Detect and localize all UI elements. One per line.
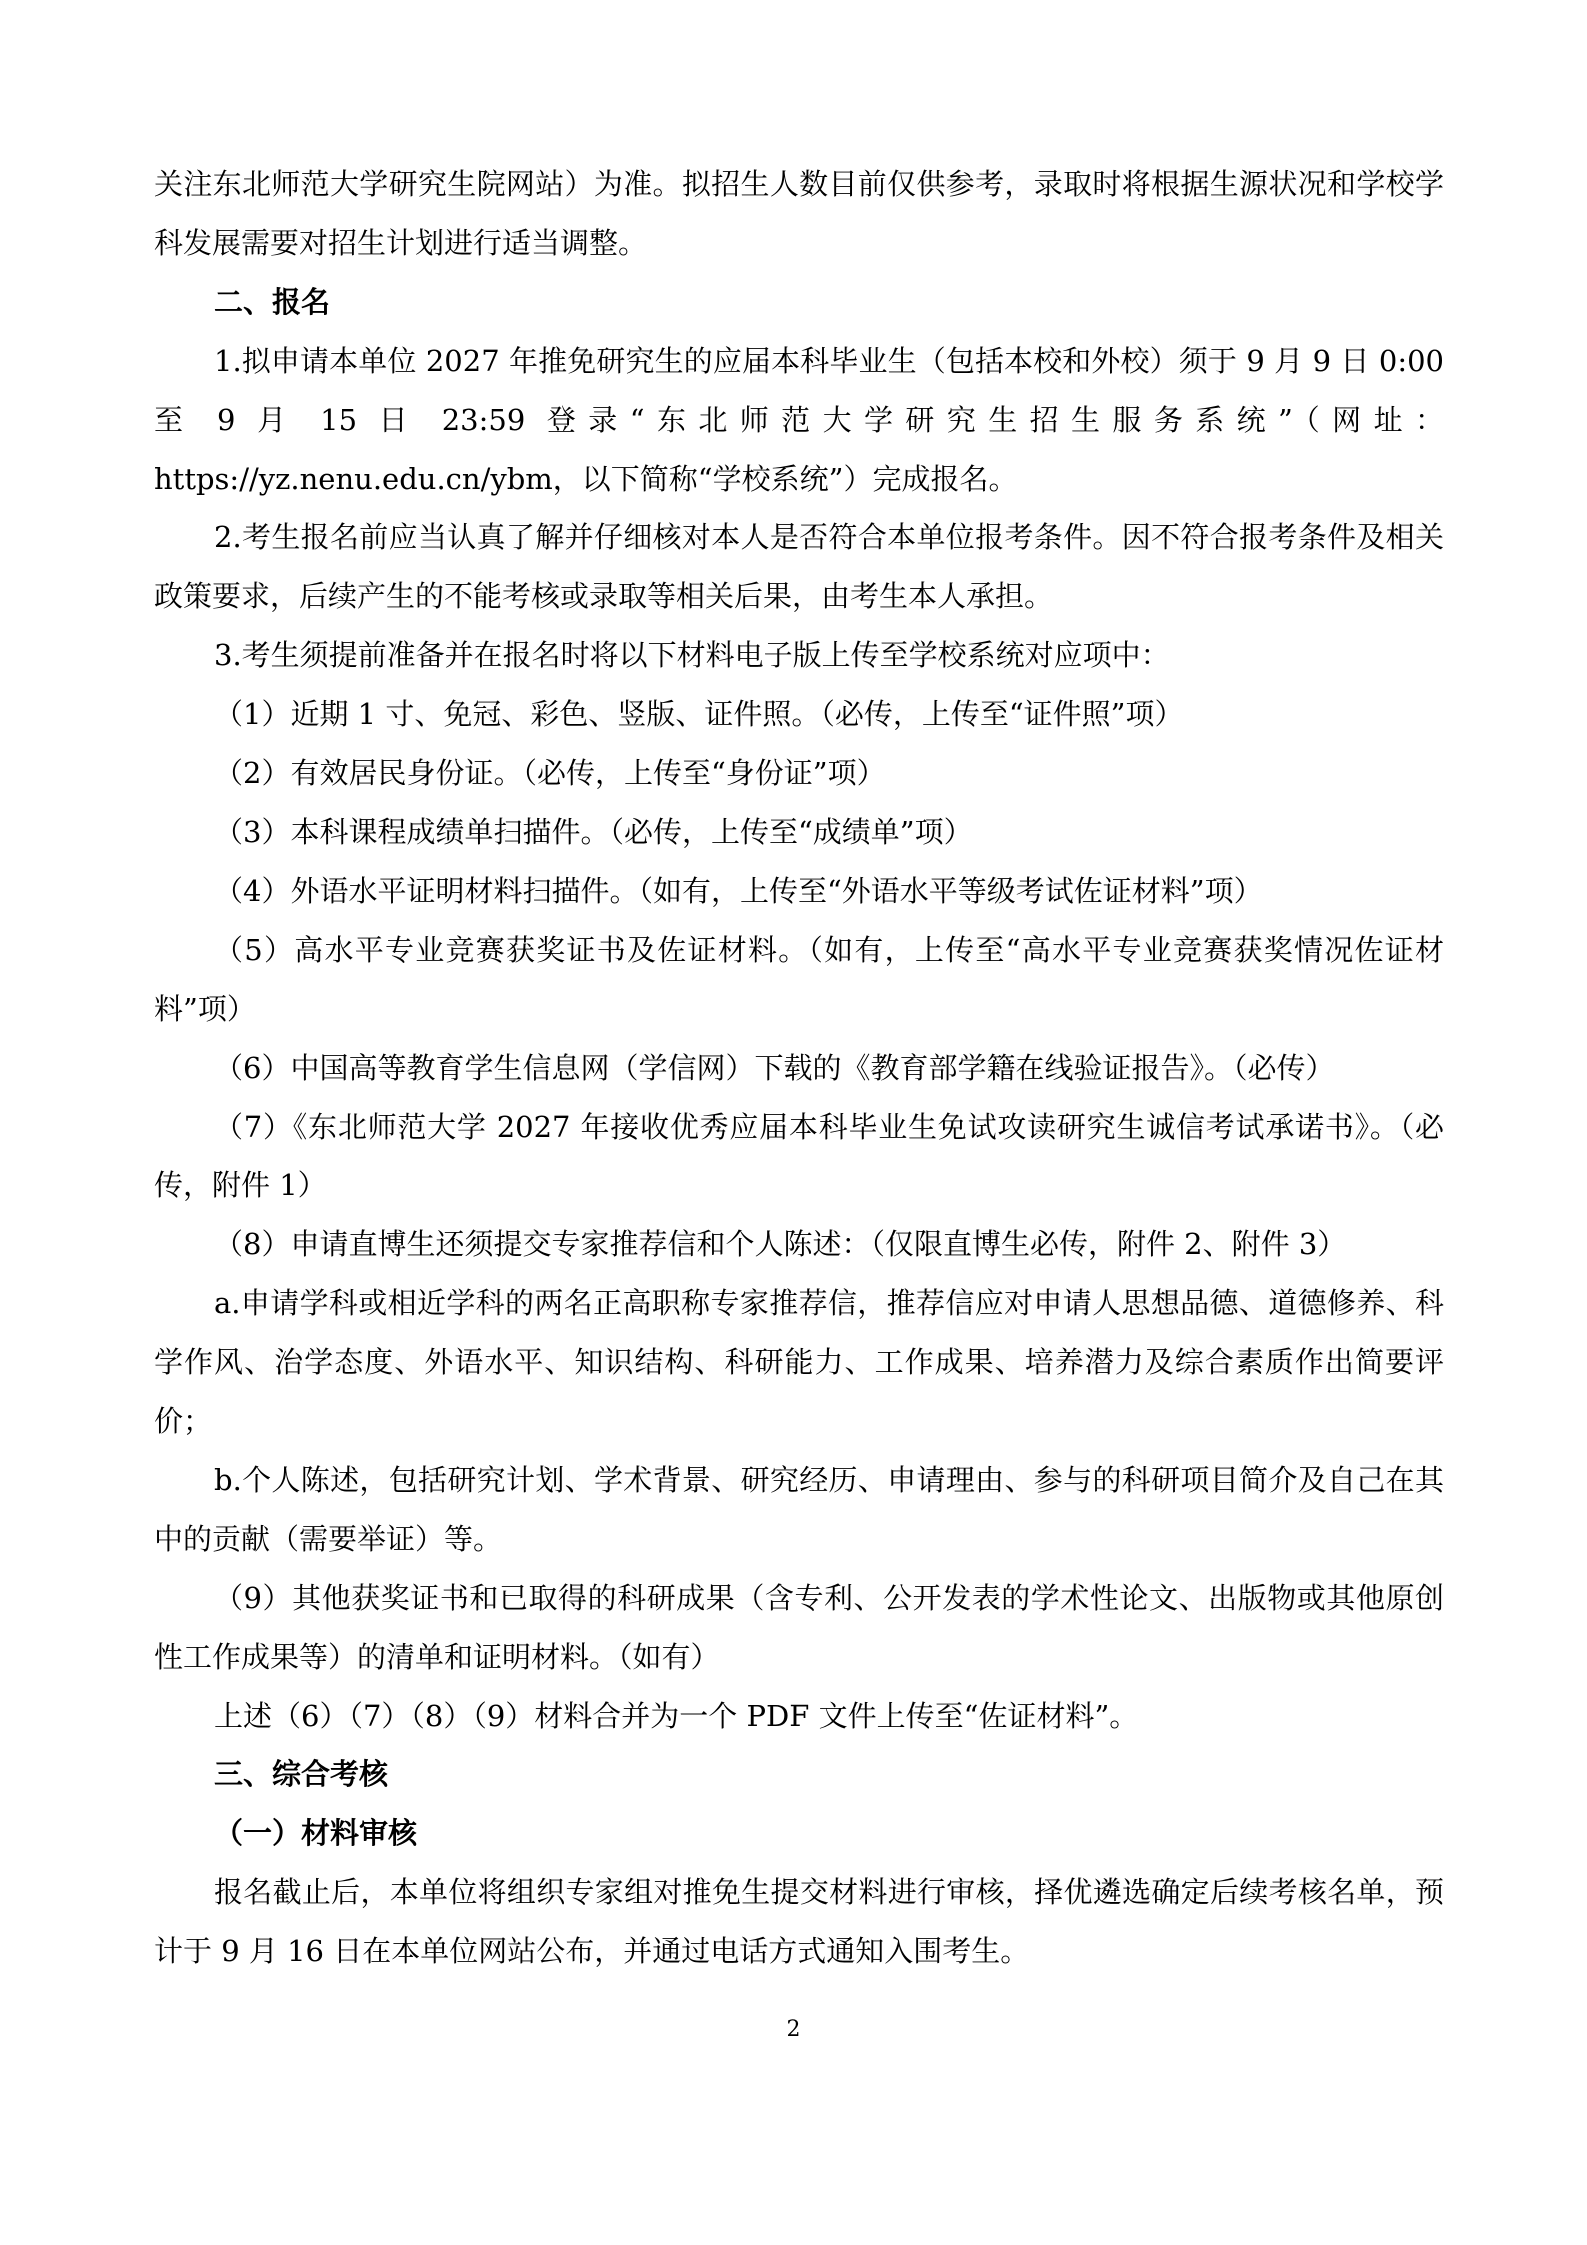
- list-subitem-personal-statement: b.个人陈述，包括研究计划、学术背景、研究经历、申请理由、参与的科研项目简介及自己在其中的贡献（需要举证）等。: [154, 1462, 1444, 1556]
- list-item-id-card: （2）有效居民身份证。（必传，上传至“身份证”项）: [214, 756, 886, 791]
- paragraph-review: 报名截止后，本单位将组织专家组对推免生提交材料进行审核，择优遴选确定后续考核名单，预计于 9 月 16 日在本单位网站公布，并通过电话方式通知入围考生。: [154, 1875, 1444, 1969]
- list-item-other-achievements: （9）其他获奖证书和已取得的科研成果（含专利、公开发表的学术性论文、出版物或其他原创性工作成果等）的清单和证明材料。（如有）: [154, 1580, 1444, 1674]
- section-heading-registration: 二、报名: [214, 284, 331, 319]
- document-body: [154, 155, 1444, 1981]
- list-item-competition: （5）高水平专业竞赛获奖证书及佐证材料。（如有，上传至“高水平专业竞赛获奖情况佐证材料”项）: [154, 932, 1444, 1026]
- page-number: 2: [786, 2017, 801, 2042]
- paragraph-materials-intro: 3.考生须提前准备并在报名时将以下材料电子版上传至学校系统对应项中：: [214, 638, 1170, 673]
- paragraph-merge-pdf: 上述（6）（7）（8）（9）材料合并为一个 PDF 文件上传至“佐证材料”。: [214, 1698, 1139, 1733]
- list-item-photo: （1）近期 1 寸、免冠、彩色、竖版、证件照。（必传，上传至“证件照”项）: [214, 697, 1184, 732]
- list-item-direct-phd: （8）申请直博生还须提交专家推荐信和个人陈述：（仅限直博生必传，附件 2、附件 3）: [214, 1227, 1347, 1262]
- list-subitem-recommendation: a.申请学科或相近学科的两名正高职称专家推荐信，推荐信应对申请人思想品德、道德修养、科学作风、治学态度、外语水平、知识结构、科研能力、工作成果、培养潜力及综合素质作出简要评价；: [154, 1286, 1444, 1439]
- paragraph-eligibility-check: 2.考生报名前应当认真了解并仔细核对本人是否符合本单位报考条件。因不符合报考条件及相关政策要求，后续产生的不能考核或录取等相关后果，由考生本人承担。: [154, 520, 1444, 614]
- section-heading-assessment: 三、综合考核: [214, 1757, 389, 1792]
- list-item-integrity-pledge: （7）《东北师范大学 2027 年接收优秀应届本科毕业生免试攻读研究生诚信考试承诺书》。（必传，附件 1）: [154, 1109, 1444, 1203]
- list-item-transcript: （3）本科课程成绩单扫描件。（必传，上传至“成绩单”项）: [214, 814, 973, 849]
- paragraph-continuation: 关注东北师范大学研究生院网站）为准。拟招生人数目前仅供参考，录取时将根据生源状况和学校学科发展需要对招生计划进行适当调整。: [154, 167, 1444, 260]
- list-item-chsi-report: （6）中国高等教育学生信息网（学信网）下载的《教育部学籍在线验证报告》。（必传）: [214, 1050, 1335, 1085]
- list-item-language: （4）外语水平证明材料扫描件。（如有，上传至“外语水平等级考试佐证材料”项）: [214, 873, 1263, 908]
- paragraph-registration-period: 1.拟申请本单位 2027 年推免研究生的应届本科毕业生（包括本校和外校）须于 9 月 9 日 0:00 至 9 月 15 日 23:59 登录“东北师范大学研究生招生服务系统”（网址：https://yz.nenu.edu.cn/ybm，以下简称“学校系统”）完成报名。: [154, 343, 1444, 496]
- subsection-heading-review: （一）材料审核: [214, 1816, 418, 1851]
